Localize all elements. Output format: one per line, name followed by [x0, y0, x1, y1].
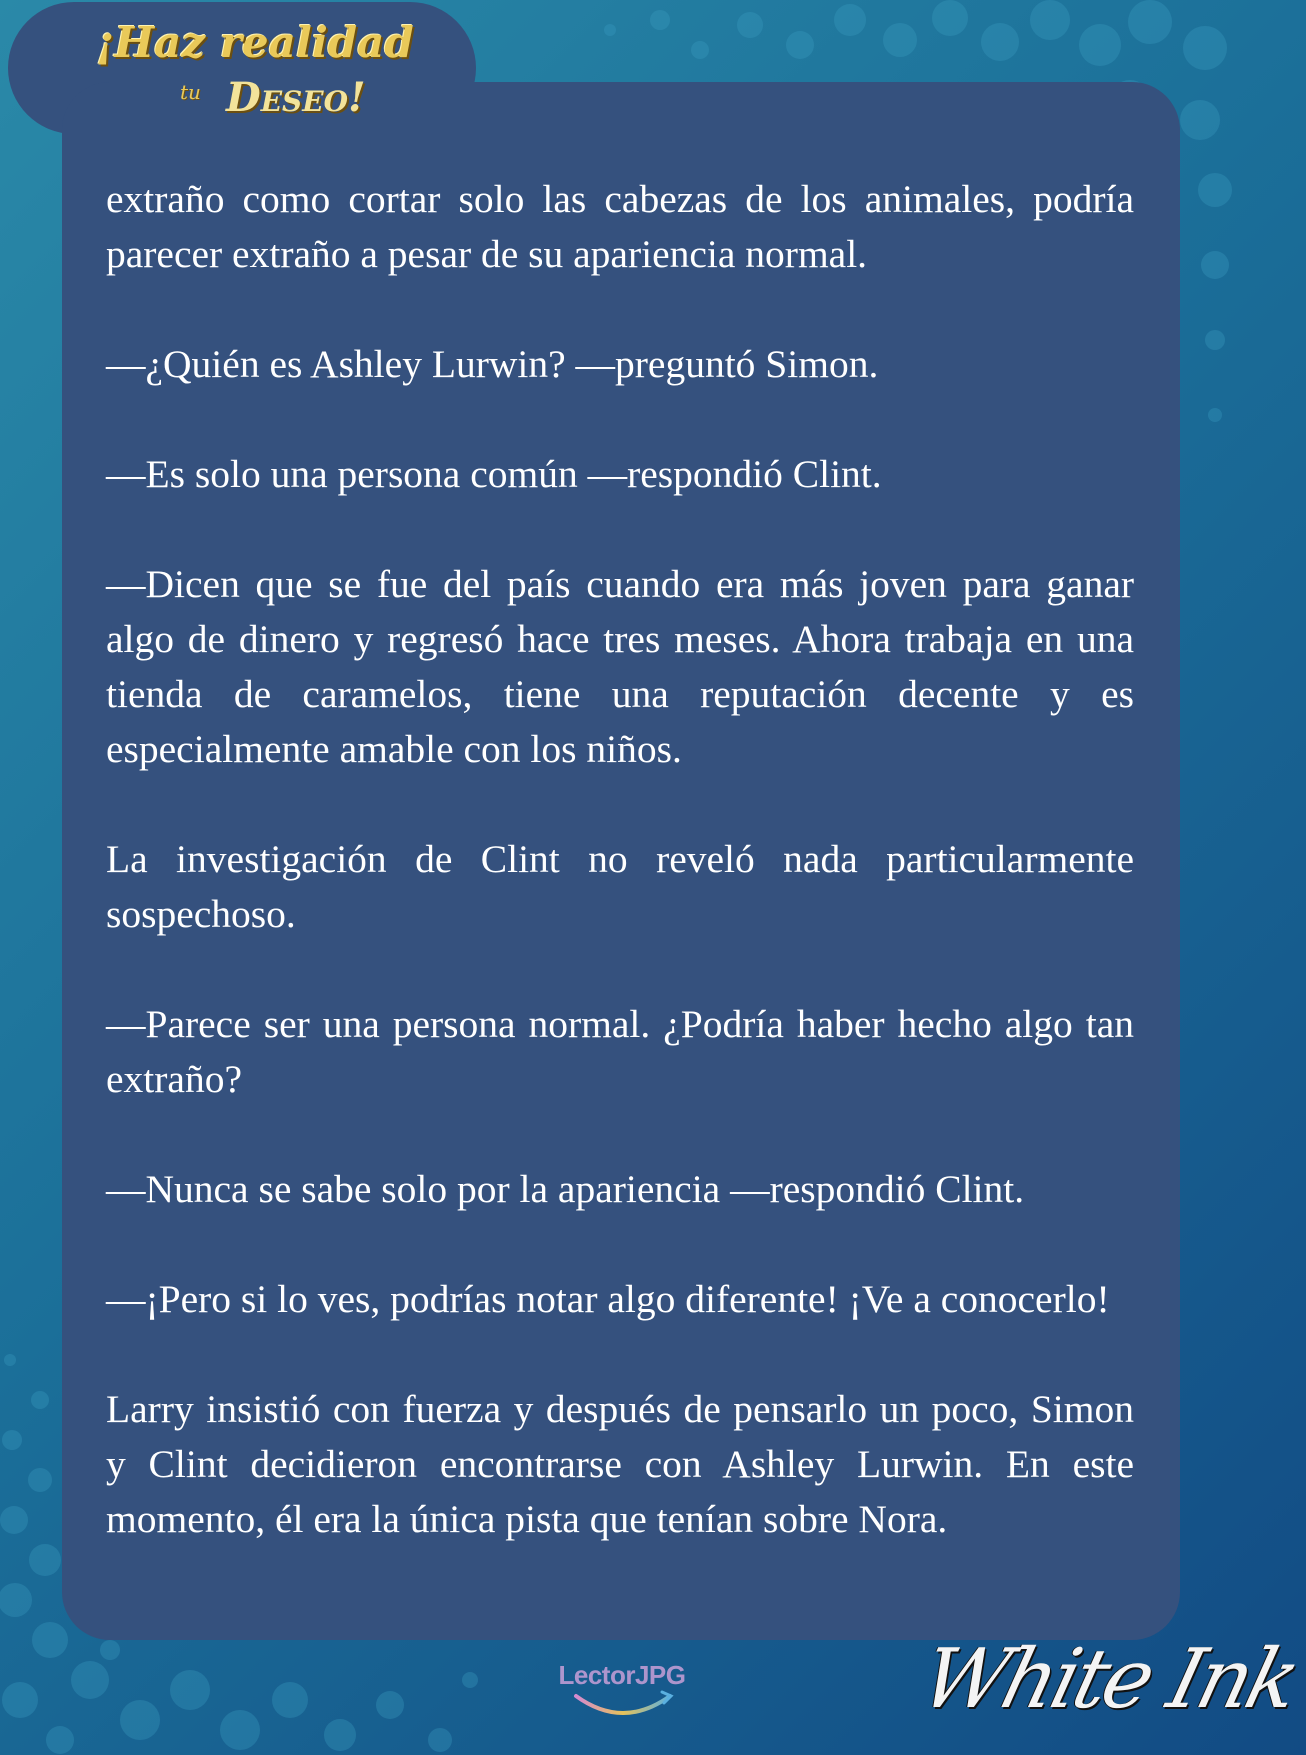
- logo-tu: tu: [180, 80, 201, 104]
- paragraph: —Parece ser una persona normal. ¿Podría haber hecho algo tan extraño?: [106, 1002, 1134, 1101]
- paragraph: Larry insistió con fuerza y después de pensarlo un poco, Simon y Clint decidieron encontrarse con Ashley Lurwin. En este momento, él era la única pista que tenían sobre Nora.: [106, 1387, 1134, 1541]
- smile-arc-icon: [568, 1690, 678, 1724]
- signature-text: White Ink: [912, 1632, 1306, 1727]
- paragraph: —Es solo una persona común —respondió Clint.: [106, 452, 882, 496]
- paragraph: La investigación de Clint no reveló nada particularmente sospechoso.: [106, 837, 1134, 936]
- paragraph: —¿Quién es Ashley Lurwin? —preguntó Simon.: [106, 342, 879, 386]
- paragraph: —Dicen que se fue del país cuando era más joven para ganar algo de dinero y regresó hace tres meses. Ahora trabaja en una tienda de caramelos, tiene una reputación decente y es especialmente amable con los niños.: [106, 562, 1134, 771]
- logo-line1: ¡Haz realidad: [96, 18, 414, 67]
- logo-line2: Deseo!: [226, 74, 366, 121]
- page-text: [106, 172, 1134, 1547]
- watermark-text: LectorJPG: [558, 1660, 686, 1690]
- lectorjpg-watermark: [548, 1660, 696, 1724]
- paragraph: —Nunca se sabe solo por la apariencia —respondió Clint.: [106, 1167, 1025, 1211]
- paragraph: —¡Pero si lo ves, podrías notar algo diferente! ¡Ve a conocerlo!: [106, 1277, 1110, 1321]
- paragraph: extraño como cortar solo las cabezas de los animales, podría parecer extraño a pesar de su apariencia normal.: [106, 177, 1134, 276]
- white-ink-signature: [912, 1622, 1306, 1742]
- logo: [90, 10, 414, 122]
